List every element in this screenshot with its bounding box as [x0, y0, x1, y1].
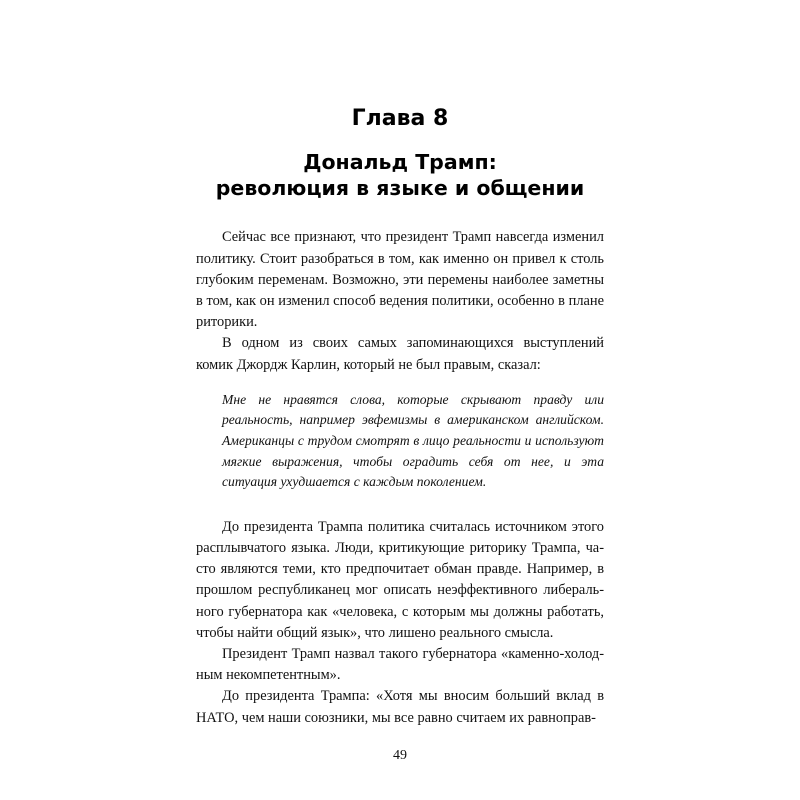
paragraph: До президента Трампа: «Хотя мы вносим больший вклад в НАТО, чем наши союзники, мы все равно считаем их равноправ-	[196, 688, 604, 726]
chapter-title-line-2: революция в языке и общении	[215, 176, 585, 201]
page-number: 49	[393, 748, 407, 763]
paragraph: В одном из своих самых запоминающихся выступлений комик Джордж Карлин, который не был правым, сказал:	[196, 335, 604, 373]
paragraph: Сейчас все признают, что президент Трамп навсегда изменил политику. Стоит разобраться в том, как именно он привел к столь глубоким переменам. Возможно, эти перемены наиболее заметны в том, как он изменил способ ведения политики, особенно в плане риторики.	[196, 229, 604, 331]
block-quote-text: Мне не нравятся слова, которые скрывают правду или реальность, например эвфемизмы в американском английском. Американцы с трудом смотрят в лицо реальности и используют мягкие выражения, чтобы оградить себя от нее, и эта ситуация ухудшается с каждым поколением.	[222, 391, 604, 490]
paragraph: Президент Трамп назвал такого губернатора «каменно-холодным некомпетентным».	[196, 645, 604, 684]
chapter-title	[196, 149, 604, 201]
chapter-number: Глава 8	[351, 106, 449, 131]
paragraph: До президента Трампа политика считалась источником этого расплывчатого языка. Люди, критикующие риторику Трампа, часто являются теми, кто предпочитает обман правде. Например, в прошлом республиканец мог описать неэффективного либерального губернатора как «человека, с которым мы должны работать, чтобы найти общий язык», что лишено реального смысла.	[196, 518, 604, 641]
spacer	[196, 507, 604, 517]
chapter-title-line-1: Дональд Трамп:	[303, 150, 497, 174]
block-quote	[196, 390, 604, 493]
page-content	[196, 106, 604, 729]
